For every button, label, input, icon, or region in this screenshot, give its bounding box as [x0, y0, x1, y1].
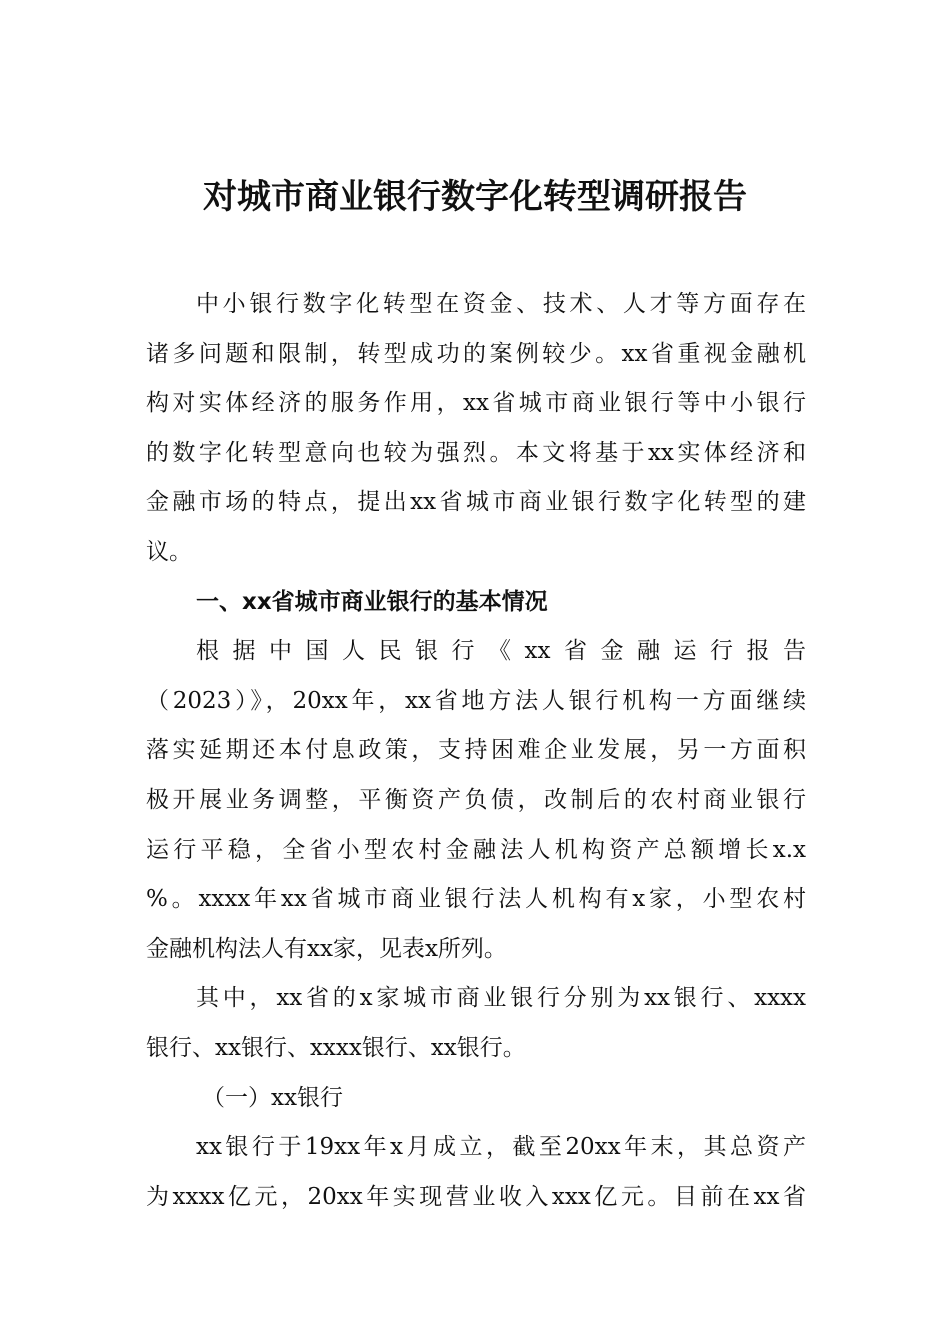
- paragraph-line: xx银行于19xx年x月成立，截至20xx年末，其总资产: [196, 1134, 806, 1161]
- paragraph-line: 议。: [146, 538, 192, 565]
- document-title: 对城市商业银行数字化转型调研报告: [203, 177, 747, 217]
- paragraph-line: 金融机构法人有xx家，见表x所列。: [146, 935, 507, 962]
- paragraph-line: （2023）》，20xx年，xx省地方法人银行机构一方面继续: [146, 687, 806, 714]
- paragraph-line: 根据中国人民银行《xx省金融运行报告: [196, 638, 806, 665]
- paragraph-line: 其中，xx省的x家城市商业银行分别为xx银行、xxxx: [196, 985, 806, 1012]
- paragraph-line: 中小银行数字化转型在资金、技术、人才等方面存在: [196, 291, 806, 317]
- paragraph-line: 运行平稳，全省小型农村金融法人机构资产总额增长x.x: [146, 836, 806, 863]
- document-body: [146, 280, 806, 1222]
- paragraph-line: 构对实体经济的服务作用，xx省城市商业银行等中小银行: [146, 390, 806, 417]
- paragraph-line: 为xxxx亿元，20xx年实现营业收入xxx亿元。目前在xx省: [146, 1183, 806, 1210]
- paragraph-line: 的数字化转型意向也较为强烈。本文将基于xx实体经济和: [146, 439, 806, 466]
- section-heading: 一、xx省城市商业银行的基本情况: [196, 588, 548, 615]
- paragraph-line: 金融市场的特点，提出xx省城市商业银行数字化转型的建: [146, 489, 806, 516]
- paragraph-line: 银行、xx银行、xxxx银行、xx银行。: [146, 1034, 526, 1061]
- paragraph-line: %。xxxx年xx省城市商业银行法人机构有x家，小型农村: [146, 886, 806, 913]
- paragraph-line: 诸多问题和限制，转型成功的案例较少。xx省重视金融机: [146, 340, 806, 367]
- paragraph-line: 落实延期还本付息政策，支持困难企业发展，另一方面积: [146, 737, 806, 764]
- subsection-heading: （一）xx银行: [202, 1084, 343, 1111]
- paragraph-line: 极开展业务调整，平衡资产负债，改制后的农村商业银行: [146, 786, 806, 813]
